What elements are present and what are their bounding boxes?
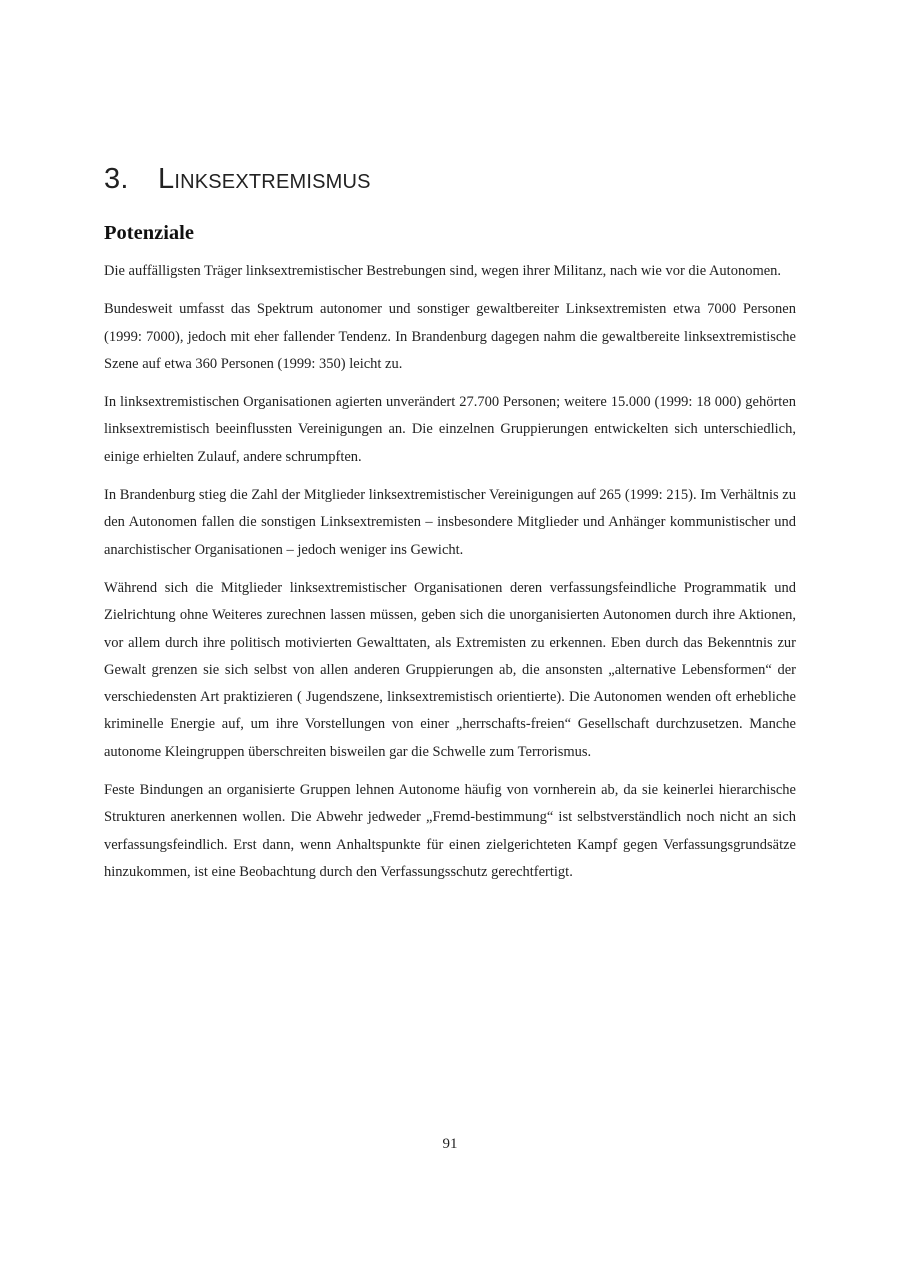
chapter-heading [104,163,371,196]
section-heading: Potenziale [104,222,194,244]
page-number: 91 [442,1136,458,1152]
body-text [104,258,796,897]
paragraph: In Brandenburg stieg die Zahl der Mitglieder linksextremistischer Vereinigungen auf 265 (1999: 215). Im Verhältnis zu den Autonomen fallen die sonstigen Linksextremisten – insbesondere Mitglieder und Anhänger kommunistischer und anarchistischer Organisationen – jedoch weniger ins Gewicht. [104,487,796,558]
paragraph: In linksextremistischen Organisationen agierten unverändert 27.700 Personen; weitere 15.000 (1999: 18 000) gehörten linksextremistisch beeinflussten Vereinigungen an. Die einzelnen Gruppierungen entwickelten sich unterschiedlich, einige erhielten Zulauf, andere schrumpften. [104,394,796,465]
document-page [104,0,796,1274]
chapter-title: Linksextremismus [158,163,371,195]
paragraph: Bundesweit umfasst das Spektrum autonomer und sonstiger gewaltbereiter Linksextremisten etwa 7000 Personen (1999: 7000), jedoch mit eher fallender Tendenz. In Brandenburg dagegen nahm die gewaltbereite linksextremistische Szene auf etwa 360 Personen (1999: 350) leicht zu. [104,301,796,372]
paragraph: Die auffälligsten Träger linksextremistischer Bestrebungen sind, wegen ihrer Militanz, nach wie vor die Autonomen. [104,263,782,279]
chapter-number: 3. [104,163,129,195]
paragraph: Während sich die Mitglieder linksextremistischer Organisationen deren verfassungsfeindliche Programmatik und Zielrichtung ohne Weiteres zurechnen lassen müssen, geben sich die unorganisierten Autonomen durch ihre Aktionen, vor allem durch ihre politisch motivierten Gewalttaten, als Extremisten zu erkennen. Eben durch das Bekenntnis zur Gewalt grenzen sie sich selbst von allen anderen Gruppierungen ab, die ansonsten „alternative Lebensformen“ der verschiedensten Art praktizieren ( Jugendszene, linksextremistisch orientierte). Die Autonomen wenden oft erhebliche kriminelle Energie auf, um ihre Vorstellungen von einer „herrschafts-freien“ Gesellschaft durchzusetzen. Manche autonome Kleingruppen überschreiten bisweilen gar die Schwelle zum Terrorismus. [104,579,796,760]
paragraph: Feste Bindungen an organisierte Gruppen lehnen Autonome häufig von vornherein ab, da sie keinerlei hierarchische Strukturen anerkennen wollen. Die Abwehr jedweder „Fremd-bestimmung“ ist selbstverständlich noch nicht an sich verfassungsfeindlich. Erst dann, wenn Anhaltspunkte für einen zielgerichteten Kampf gegen Verfassungsgrundsätze hinzukommen, ist eine Beobachtung durch den Verfassungsschutz gerechtfertigt. [104,782,796,880]
